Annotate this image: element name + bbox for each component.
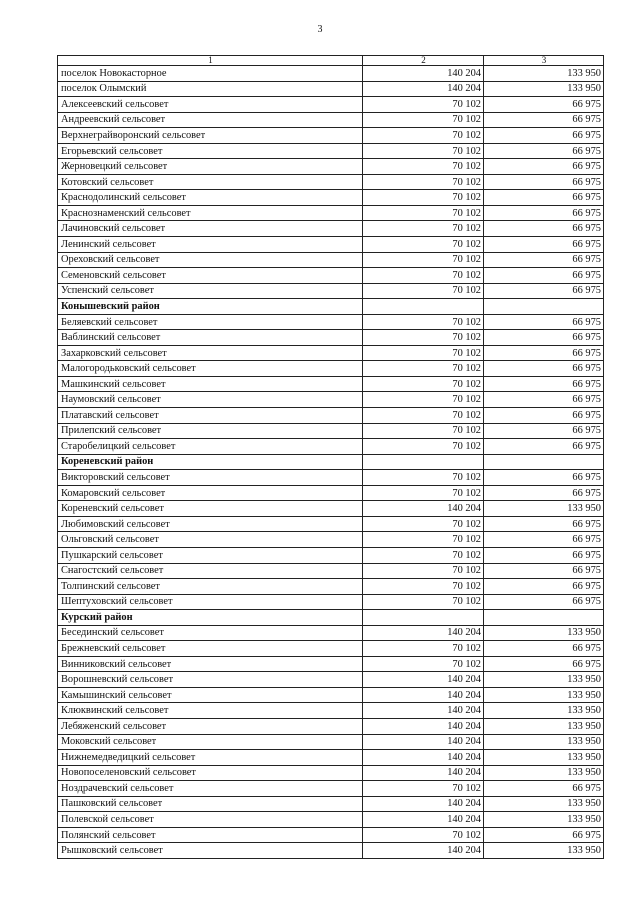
municipality-name-cell: Лебяженский сельсовет <box>58 718 363 734</box>
amount-col3-cell: 66 975 <box>484 376 604 392</box>
amount-col3-cell: 66 975 <box>484 516 604 532</box>
municipality-name-cell: Бесединский сельсовет <box>58 625 363 641</box>
municipality-name-cell: Котовский сельсовет <box>58 174 363 190</box>
municipality-name-cell: Малогородьковский сельсовет <box>58 361 363 377</box>
municipality-name-cell: Ваблинский сельсовет <box>58 330 363 346</box>
allocation-table <box>57 55 604 859</box>
section-row <box>58 610 604 626</box>
amount-col3-cell: 66 975 <box>484 423 604 439</box>
municipality-name-cell: Беляевский сельсовет <box>58 314 363 330</box>
amount-col2-cell: 140 204 <box>363 687 484 703</box>
amount-col2-cell: 70 102 <box>363 563 484 579</box>
section-row <box>58 454 604 470</box>
amount-col2-cell: 70 102 <box>363 641 484 657</box>
table-row <box>58 594 604 610</box>
amount-col2-cell: 70 102 <box>363 392 484 408</box>
municipality-name-cell: Машкинский сельсовет <box>58 376 363 392</box>
table-row <box>58 314 604 330</box>
table-row <box>58 501 604 517</box>
municipality-name-cell: Лачиновский сельсовет <box>58 221 363 237</box>
amount-col2-cell: 70 102 <box>363 252 484 268</box>
table-row <box>58 656 604 672</box>
municipality-name-cell: Камышинский сельсовет <box>58 687 363 703</box>
amount-col3-cell: 133 950 <box>484 703 604 719</box>
municipality-name-cell: Пушкарский сельсовет <box>58 547 363 563</box>
table-row <box>58 812 604 828</box>
municipality-name-cell: Прилепский сельсовет <box>58 423 363 439</box>
table-row <box>58 703 604 719</box>
column-header-3: 3 <box>484 56 604 66</box>
amount-col3-cell: 133 950 <box>484 765 604 781</box>
amount-col2-cell: 70 102 <box>363 827 484 843</box>
amount-col2-cell: 140 204 <box>363 812 484 828</box>
amount-col3-cell <box>484 610 604 626</box>
amount-col3-cell: 66 975 <box>484 159 604 175</box>
column-header-1: 1 <box>58 56 363 66</box>
table-row <box>58 827 604 843</box>
municipality-name-cell: Краснодолинский сельсовет <box>58 190 363 206</box>
municipality-name-cell: Егорьевский сельсовет <box>58 143 363 159</box>
table-row <box>58 750 604 766</box>
amount-col2-cell: 70 102 <box>363 361 484 377</box>
amount-col2-cell: 70 102 <box>363 112 484 128</box>
table-row <box>58 190 604 206</box>
municipality-name-cell: поселок Олымский <box>58 81 363 97</box>
table-row <box>58 470 604 486</box>
amount-col2-cell: 140 204 <box>363 843 484 859</box>
municipality-name-cell: Рышковский сельсовет <box>58 843 363 859</box>
municipality-name-cell: Старобелицкий сельсовет <box>58 439 363 455</box>
amount-col2-cell: 140 204 <box>363 703 484 719</box>
table-row <box>58 66 604 82</box>
amount-col2-cell: 140 204 <box>363 750 484 766</box>
amount-col3-cell: 66 975 <box>484 408 604 424</box>
amount-col2-cell: 140 204 <box>363 765 484 781</box>
amount-col2-cell: 70 102 <box>363 330 484 346</box>
amount-col3-cell: 133 950 <box>484 796 604 812</box>
table-body <box>58 66 604 859</box>
amount-col2-cell: 140 204 <box>363 625 484 641</box>
table-row <box>58 174 604 190</box>
amount-col3-cell: 66 975 <box>484 781 604 797</box>
table-row <box>58 237 604 253</box>
amount-col3-cell: 133 950 <box>484 718 604 734</box>
table-row <box>58 547 604 563</box>
amount-col3-cell: 133 950 <box>484 843 604 859</box>
table-row <box>58 641 604 657</box>
municipality-name-cell: Любимовский сельсовет <box>58 516 363 532</box>
table-row <box>58 563 604 579</box>
amount-col2-cell: 70 102 <box>363 345 484 361</box>
table-row <box>58 734 604 750</box>
table-row <box>58 345 604 361</box>
table-row <box>58 252 604 268</box>
amount-col2-cell: 70 102 <box>363 314 484 330</box>
municipality-name-cell: Алексеевский сельсовет <box>58 97 363 113</box>
amount-col3-cell: 133 950 <box>484 625 604 641</box>
amount-col2-cell: 70 102 <box>363 423 484 439</box>
table-row <box>58 843 604 859</box>
amount-col3-cell <box>484 454 604 470</box>
municipality-name-cell: Успенский сельсовет <box>58 283 363 299</box>
table-row <box>58 532 604 548</box>
amount-col3-cell: 133 950 <box>484 501 604 517</box>
table-row <box>58 97 604 113</box>
amount-col2-cell: 70 102 <box>363 143 484 159</box>
table-row <box>58 718 604 734</box>
column-header-2: 2 <box>363 56 484 66</box>
amount-col3-cell: 66 975 <box>484 97 604 113</box>
table-row <box>58 408 604 424</box>
table-row <box>58 81 604 97</box>
table-row <box>58 143 604 159</box>
amount-col3-cell: 133 950 <box>484 81 604 97</box>
amount-col3-cell: 66 975 <box>484 205 604 221</box>
municipality-name-cell: Ворошневский сельсовет <box>58 672 363 688</box>
amount-col2-cell: 70 102 <box>363 159 484 175</box>
amount-col2-cell: 70 102 <box>363 485 484 501</box>
amount-col2-cell <box>363 299 484 315</box>
amount-col2-cell: 70 102 <box>363 439 484 455</box>
amount-col2-cell: 70 102 <box>363 190 484 206</box>
section-row <box>58 299 604 315</box>
amount-col3-cell: 66 975 <box>484 143 604 159</box>
amount-col3-cell: 66 975 <box>484 283 604 299</box>
amount-col3-cell: 66 975 <box>484 439 604 455</box>
municipality-name-cell: Ореховский сельсовет <box>58 252 363 268</box>
amount-col3-cell: 66 975 <box>484 656 604 672</box>
amount-col3-cell: 66 975 <box>484 470 604 486</box>
amount-col3-cell: 66 975 <box>484 268 604 284</box>
municipality-name-cell: Жерновецкий сельсовет <box>58 159 363 175</box>
amount-col2-cell <box>363 610 484 626</box>
amount-col2-cell: 70 102 <box>363 656 484 672</box>
amount-col3-cell: 66 975 <box>484 174 604 190</box>
table-row <box>58 687 604 703</box>
table-row <box>58 361 604 377</box>
table-row <box>58 439 604 455</box>
amount-col2-cell: 140 204 <box>363 66 484 82</box>
amount-col3-cell: 66 975 <box>484 361 604 377</box>
municipality-name-cell: Конышевский район <box>58 299 363 315</box>
amount-col3-cell: 66 975 <box>484 314 604 330</box>
municipality-name-cell: Шептуховский сельсовет <box>58 594 363 610</box>
amount-col2-cell: 70 102 <box>363 128 484 144</box>
amount-col3-cell: 66 975 <box>484 237 604 253</box>
municipality-name-cell: Ноздрачевский сельсовет <box>58 781 363 797</box>
amount-col2-cell: 140 204 <box>363 672 484 688</box>
amount-col2-cell: 140 204 <box>363 81 484 97</box>
table-row <box>58 205 604 221</box>
amount-col2-cell: 140 204 <box>363 501 484 517</box>
amount-col3-cell: 66 975 <box>484 485 604 501</box>
table-row <box>58 485 604 501</box>
municipality-name-cell: Снагостский сельсовет <box>58 563 363 579</box>
municipality-name-cell: Нижнемедведицкий сельсовет <box>58 750 363 766</box>
page-number: 3 <box>317 24 323 35</box>
amount-col2-cell: 70 102 <box>363 594 484 610</box>
municipality-name-cell: Ленинский сельсовет <box>58 237 363 253</box>
amount-col3-cell: 66 975 <box>484 392 604 408</box>
table-row <box>58 159 604 175</box>
table-row <box>58 516 604 532</box>
table-row <box>58 579 604 595</box>
table-row <box>58 392 604 408</box>
municipality-name-cell: Клюквинский сельсовет <box>58 703 363 719</box>
municipality-name-cell: Андреевский сельсовет <box>58 112 363 128</box>
amount-col2-cell: 70 102 <box>363 268 484 284</box>
amount-col2-cell: 70 102 <box>363 470 484 486</box>
amount-col3-cell: 66 975 <box>484 252 604 268</box>
municipality-name-cell: Брежневский сельсовет <box>58 641 363 657</box>
municipality-name-cell: Курский район <box>58 610 363 626</box>
amount-col3-cell: 133 950 <box>484 66 604 82</box>
table-row <box>58 283 604 299</box>
table-row <box>58 112 604 128</box>
municipality-name-cell: Кореневский сельсовет <box>58 501 363 517</box>
amount-col2-cell: 70 102 <box>363 376 484 392</box>
municipality-name-cell: Новопоселеновский сельсовет <box>58 765 363 781</box>
amount-col3-cell: 66 975 <box>484 128 604 144</box>
municipality-name-cell: поселок Новокасторное <box>58 66 363 82</box>
table-row <box>58 128 604 144</box>
amount-col2-cell: 70 102 <box>363 408 484 424</box>
amount-col2-cell: 140 204 <box>363 718 484 734</box>
amount-col2-cell: 70 102 <box>363 237 484 253</box>
municipality-name-cell: Платавский сельсовет <box>58 408 363 424</box>
municipality-name-cell: Винниковский сельсовет <box>58 656 363 672</box>
amount-col2-cell: 140 204 <box>363 796 484 812</box>
municipality-name-cell: Комаровский сельсовет <box>58 485 363 501</box>
table-row <box>58 625 604 641</box>
amount-col3-cell: 133 950 <box>484 672 604 688</box>
amount-col3-cell: 66 975 <box>484 579 604 595</box>
amount-col3-cell: 133 950 <box>484 687 604 703</box>
amount-col3-cell: 66 975 <box>484 594 604 610</box>
table-row <box>58 781 604 797</box>
column-number-row <box>58 56 604 66</box>
amount-col3-cell: 133 950 <box>484 750 604 766</box>
municipality-name-cell: Ольговский сельсовет <box>58 532 363 548</box>
amount-col3-cell: 66 975 <box>484 563 604 579</box>
amount-col2-cell: 70 102 <box>363 283 484 299</box>
amount-col2-cell: 140 204 <box>363 734 484 750</box>
amount-col2-cell: 70 102 <box>363 516 484 532</box>
table-row <box>58 796 604 812</box>
table-row <box>58 376 604 392</box>
amount-col3-cell: 133 950 <box>484 734 604 750</box>
table-row <box>58 330 604 346</box>
amount-col3-cell: 66 975 <box>484 547 604 563</box>
amount-col2-cell: 70 102 <box>363 97 484 113</box>
amount-col2-cell: 70 102 <box>363 205 484 221</box>
municipality-name-cell: Моковский сельсовет <box>58 734 363 750</box>
municipality-name-cell: Захарковский сельсовет <box>58 345 363 361</box>
municipality-name-cell: Семеновский сельсовет <box>58 268 363 284</box>
municipality-name-cell: Толпинский сельсовет <box>58 579 363 595</box>
table-row <box>58 221 604 237</box>
table-row <box>58 423 604 439</box>
table-row <box>58 765 604 781</box>
amount-col2-cell: 70 102 <box>363 579 484 595</box>
table-row <box>58 268 604 284</box>
amount-col3-cell: 133 950 <box>484 812 604 828</box>
municipality-name-cell: Наумовский сельсовет <box>58 392 363 408</box>
amount-col2-cell: 70 102 <box>363 174 484 190</box>
municipality-name-cell: Кореневский район <box>58 454 363 470</box>
amount-col3-cell <box>484 299 604 315</box>
municipality-name-cell: Полянский сельсовет <box>58 827 363 843</box>
amount-col3-cell: 66 975 <box>484 532 604 548</box>
municipality-name-cell: Викторовский сельсовет <box>58 470 363 486</box>
amount-col2-cell <box>363 454 484 470</box>
amount-col3-cell: 66 975 <box>484 112 604 128</box>
table-row <box>58 672 604 688</box>
amount-col3-cell: 66 975 <box>484 345 604 361</box>
municipality-name-cell: Полевской сельсовет <box>58 812 363 828</box>
municipality-name-cell: Пашковский сельсовет <box>58 796 363 812</box>
municipality-name-cell: Верхнеграйворонский сельсовет <box>58 128 363 144</box>
amount-col3-cell: 66 975 <box>484 827 604 843</box>
municipality-name-cell: Краснознаменский сельсовет <box>58 205 363 221</box>
amount-col2-cell: 70 102 <box>363 547 484 563</box>
amount-col3-cell: 66 975 <box>484 221 604 237</box>
amount-col3-cell: 66 975 <box>484 641 604 657</box>
amount-col2-cell: 70 102 <box>363 532 484 548</box>
amount-col2-cell: 70 102 <box>363 221 484 237</box>
amount-col3-cell: 66 975 <box>484 330 604 346</box>
amount-col2-cell: 70 102 <box>363 781 484 797</box>
amount-col3-cell: 66 975 <box>484 190 604 206</box>
